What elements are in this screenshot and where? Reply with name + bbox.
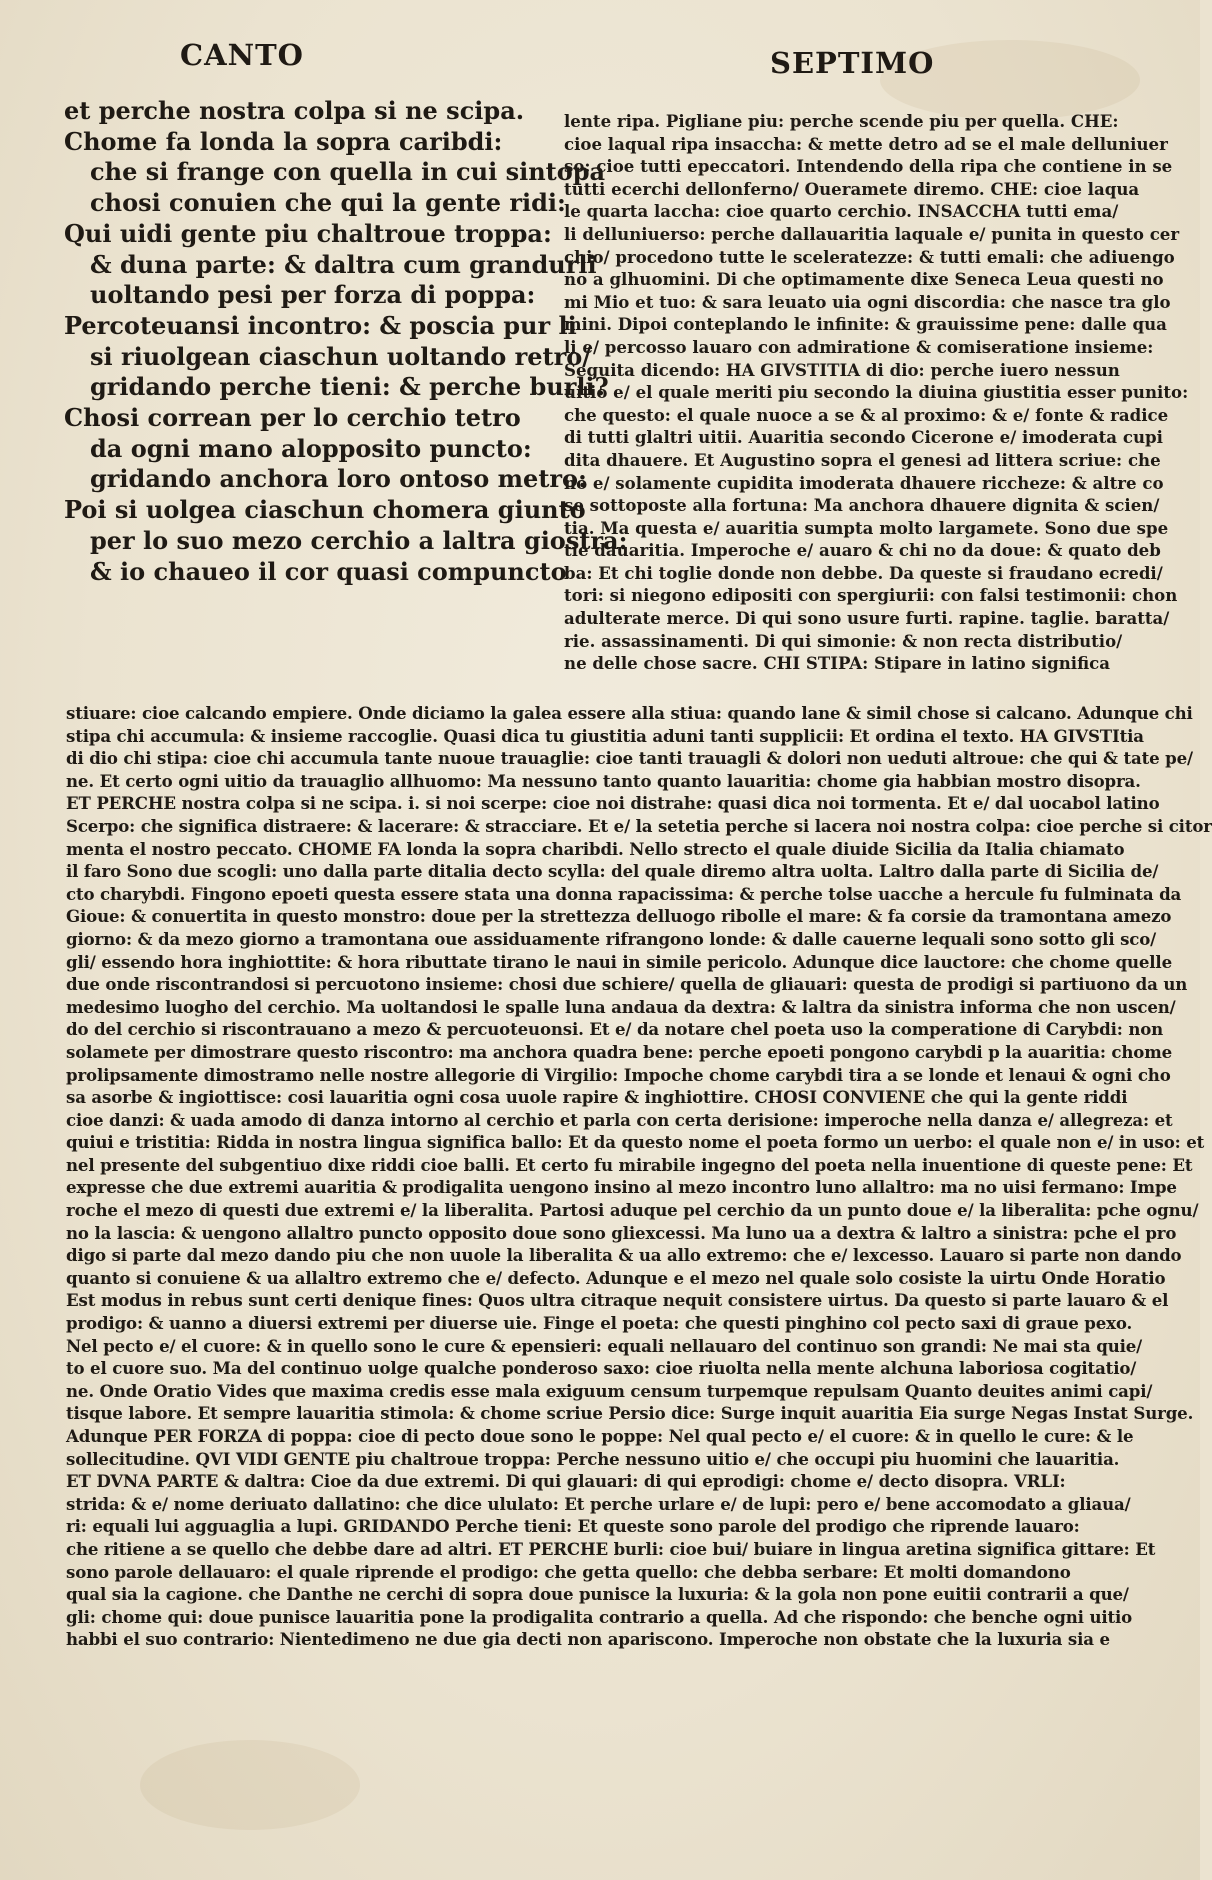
- commentary-line: stipa chi accumula: & insieme raccoglie. Quasi dica tu giustitia aduni tanti supplicii: Et ordina el texto. HA GIVSTItia: [66, 725, 1144, 746]
- commentary-line: ne. Et certo ogni uitio da trauaglio allhuomo: Ma nessuno tanto quanto lauaritia: chome gia habbian mostro disopra.: [66, 770, 1141, 791]
- commentary-line: tia. Ma questa e/ auaritia sumpta molto largamete. Sono due spe: [564, 517, 1169, 538]
- verse-line: Percoteuansi incontro: & poscia pur li: [64, 310, 577, 340]
- commentary-line: no a glhuomini. Di che optimamente dixe Seneca Leua questi no: [564, 269, 1164, 290]
- commentary-line: se sottoposte alla fortuna: Ma anchora dhauere dignita & scien/: [564, 495, 1160, 516]
- commentary-line: to el cuore suo. Ma del continuo uolge qualche ponderoso saxo: cioe riuolta nella mente alchuna laboriosa cogitatio/: [66, 1358, 1137, 1379]
- verse-line: Poi si uolgea ciaschun chomera giunto: [64, 495, 586, 525]
- commentary-line: solamete per dimostrare questo riscontro: ma anchora quadra bene: perche epoeti pongono carybdi p la auaritia: chome: [66, 1041, 1173, 1062]
- verse-line: Qui uidi gente piu chaltroue troppa:: [64, 218, 552, 248]
- commentary-line: tori: si niegono edipositi con spergiurii: con falsi testimonii: chon: [564, 585, 1178, 606]
- commentary-line: gli: chome qui: doue punisce lauaritia pone la prodigalita contrario a quella. Ad che rispondo: che benche ogni uitio: [66, 1606, 1133, 1627]
- running-head-left: CANTO: [180, 38, 304, 72]
- commentary-line: cioe danzi: & uada amodo di danza intorno al cerchio et parla con certa derisione: imperoche nella danza e/ allegreza: et: [66, 1109, 1173, 1130]
- commentary-line: li e/ percosso lauaro con admiratione & comiseratione insieme:: [564, 336, 1154, 357]
- commentary-line: nel presente del subgentiuo dixe riddi cioe balli. Et certo fu mirabile ingegno del poeta nella inuentione di queste pene: Et: [66, 1154, 1193, 1175]
- verse-line: si riuolgean ciaschun uoltando retro/: [90, 341, 592, 371]
- commentary-line: ne delle chose sacre. CHI STIPA: Stipare in latino significa: [564, 653, 1111, 674]
- commentary-line: ET DVNA PARTE & daltra: Cioe da due extremi. Di qui glauari: di qui eprodigi: chome e/ decto disopra. VRLI:: [66, 1471, 1066, 1492]
- commentary-line: tisque labore. Et sempre lauaritia stimola: & chome scriue Persio dice: Surge inquit auaritia Eia surge Negas Instat Surge.: [66, 1403, 1194, 1424]
- verse-line: & io chaueo il cor quasi compuncto: [90, 556, 567, 586]
- commentary-line: quiui e tristitia: Ridda in nostra lingua significa ballo: Et da questo nome el poeta formo un uerbo: el quale non e/ in uso: et: [66, 1132, 1205, 1153]
- page-header: [0, 38, 1200, 88]
- commentary-line: lente ripa. Pigliane piu: perche scende piu per quella. CHE:: [564, 111, 1119, 131]
- verse-block: [64, 96, 628, 587]
- verse-line: gridando anchora loro ontoso metro:: [90, 464, 587, 494]
- commentary-line: ET PERCHE nostra colpa si ne scipa. i. si noi scerpe: cioe noi distrahe: quasi dica noi tormenta. Et e/ dal uocabol latino: [66, 793, 1160, 814]
- commentary-line: Scerpo: che significa distraere: & lacerare: & stracciare. Et e/ la setetia perche si lacera noi nostra colpa: cioe perche si citor: [66, 815, 1212, 836]
- commentary-line: di dio chi stipa: cioe chi accumula tante nuoue trauaglie: cioe tanti trauagli & dolori non ueduti altroue: che qui & tate pe/: [66, 748, 1193, 769]
- commentary-line: che questo: el quale nuoce a se & al proximo: & e/ fonte & radice: [564, 404, 1169, 425]
- commentary-line: cto charybdi. Fingono epoeti questa essere stata una donna rapacissima: & perche tolse uacche a hercule fu fulminata da: [66, 883, 1182, 904]
- commentary-line: menta el nostro peccato. CHOME FA londa la sopra charibdi. Nello strecto el quale diuide Sicilia da Italia chiamato: [66, 838, 1125, 859]
- commentary-line: prolipsamente dimostramo nelle nostre allegorie di Virgilio: Impoche chome carybdi tira a se londe et lenaui & ogni cho: [66, 1064, 1171, 1085]
- commentary-line: strida: & e/ nome deriuato dallatino: che dice ululato: Et perche urlare e/ de lupi: pero e/ bene accomodato a gliaua/: [66, 1493, 1131, 1514]
- running-head-right: SEPTIMO: [770, 46, 935, 80]
- verse-line: gridando perche tieni: & perche burli?: [90, 372, 609, 402]
- commentary-line: mi Mio et tuo: & sara leuato uia ogni discordia: che nasce tra glo: [564, 291, 1171, 312]
- commentary-line: uitio e/ el quale meriti piu secondo la diuina giustitia esser punito:: [564, 382, 1189, 403]
- commentary-line: dita dhauere. Et Augustino sopra el genesi ad littera scriue: che: [564, 449, 1161, 470]
- commentary-line: roche el mezo di questi due extremi e/ la liberalita. Partosi aduque pel cerchio da un punto doue e/ la liberalita: pche ognu/: [66, 1200, 1199, 1221]
- commentary-line: gli/ essendo hora inghiottite: & hora ributtate tirano le naui in simile pericolo. Adunque dice lauctore: che chome quelle: [66, 951, 1172, 972]
- commentary-line: di tutti glaltri uitii. Auaritia secondo Cicerone e/ imoderata cupi: [564, 427, 1163, 448]
- verse-line: et perche nostra colpa si ne scipa.: [64, 96, 525, 125]
- commentary-line: il faro Sono due scogli: uno dalla parte ditalia decto scylla: del quale diremo altra uolta. Laltro dalla parte di Sicilia de/: [66, 861, 1159, 882]
- commentary-line: Gioue: & conuertita in questo monstro: doue per la strettezza delluogo ribolle el mare: & fa corsie da tramontana amezo: [66, 906, 1172, 927]
- commentary-line: giorno: & da mezo giorno a tramontana oue assiduamente rifrangono londe: & dalle cauerne lequali sono sotto gli sco/: [66, 928, 1157, 949]
- verse-line: uoltando pesi per forza di poppa:: [90, 280, 536, 310]
- commentary-line: do del cerchio si riscontrauano a mezo & percuoteuonsi. Et e/ da notare chel poeta uso la comperatione di Carybdi: non: [66, 1019, 1164, 1040]
- commentary-line: habbi el suo contrario: Nientedimeno ne due gia decti non aparisсono. Imperoche non obstate che la luxuria sia e: [66, 1629, 1110, 1650]
- commentary-line: ba: Et chi toglie donde non debbe. Da queste si fraudano ecredi/: [564, 562, 1163, 583]
- commentary-line: sollecitudine. QVI VIDI GENTE piu chaltroue troppa: Perche nessuno uitio e/ che occupi piu huomini che lauaritia.: [66, 1448, 1120, 1469]
- verse-line: Chosi correan per lo cerchio tetro: [64, 403, 521, 433]
- commentary-line: li delluniuerso: perche dallauaritia laquale e/ punita in questo cer: [564, 223, 1180, 244]
- commentary-line: quanto si conuiene & ua allaltro extremo che e/ defecto. Adunque e el mezo nel quale solo cosiste la uirtu Onde Horatio: [66, 1267, 1166, 1288]
- paper-stain: [140, 1740, 360, 1830]
- verse-line: per lo suo mezo cerchio a laltra giostra:: [90, 525, 628, 555]
- commentary-right-column: [564, 110, 1189, 675]
- commentary-line: adulterate merce. Di qui sono usure furti. rapine. taglie. baratta/: [564, 608, 1170, 629]
- commentary-line: medesimo luogho del cerchio. Ma uoltandosi le spalle luna andaua da dextra: & laltra da sinistra informa che non uscen/: [66, 996, 1176, 1017]
- commentary-line: no la lascia: & uengono allaltro puncto opposito doue sono gliexcessi. Ma luno ua a dextra & laltro a sinistra: pche el pro: [66, 1222, 1177, 1243]
- commentary-line: Est modus in rebus sunt certi denique fines: Quos ultra citraque nequit consistere uirtus. Da questo si parte lauaro & el: [66, 1290, 1169, 1311]
- commentary-line: che ritiene a se quello che debbe dare ad altri. ET PERCHE burli: cioe bui/ buiare in lingua aretina significa gittare: Et: [66, 1538, 1156, 1559]
- verse-line: che si frange con quella in cui sintopa: [90, 157, 606, 187]
- commentary-line: Seguita dicendo: HA GIVSTITIA di dio: perche iuero nessun: [564, 359, 1120, 380]
- commentary-line: qual sia la cagione. che Danthe ne cerchi di sopra doue punisce la luxuria: & la gola non pone euitii contrarii a que/: [66, 1584, 1129, 1605]
- commentary-line: sono parole dellauaro: el quale riprende el prodigo: che getta quello: che debba serbare: Et molti domandono: [66, 1561, 1071, 1582]
- verse-line: da ogni mano alopposito puncto:: [90, 433, 532, 463]
- commentary-line: rie. assassinamenti. Di qui simonie: & non recta distributio/: [564, 630, 1123, 651]
- commentary-line: sa asorbe & ingiottisce: cosi lauaritia ogni cosa uuole rapire & inghiottire. CHOSI CONVIENE che qui la gente riddi: [66, 1087, 1128, 1108]
- commentary-full-width: [66, 702, 1212, 1651]
- commentary-line: prodigo: & uanno a diuersi extremi per diuerse uie. Finge el poeta: che questi pinghino col pecto saxi di graue pexo.: [66, 1313, 1133, 1334]
- verse-line: & duna parte: & daltra cum grandurli: [90, 249, 597, 279]
- verse-line: chosi conuien che qui la gente ridi:: [90, 188, 566, 218]
- commentary-line: ri: equali lui agguaglia a lupi. GRIDANDO Perche tieni: Et queste sono parole del prodigo che riprende lauaro:: [66, 1516, 1080, 1537]
- commentary-line: Nel pecto e/ el cuore: & in quello sono le cure & epensieri: equali nellauaro del continuo son grandi: Ne mai sta quie/: [66, 1335, 1143, 1356]
- commentary-line: mini. Dipoi conteplando le infinite: & grauissime pene: dalle qua: [564, 314, 1167, 335]
- commentary-line: Adunque PER FORZA di poppa: cioe di pecto doue sono le poppe: Nel qual pecto e/ el cuore: & in quello le cure: & le: [66, 1426, 1134, 1446]
- commentary-line: tie dauaritia. Imperoche e/ auaro & chi no da doue: & quato deb: [564, 540, 1161, 561]
- commentary-line: so: cioe tutti epeccatori. Intendendo della ripa che contiene in se: [564, 156, 1173, 177]
- commentary-line: due onde riscontrandosi si percuotono insieme: chosi due schiere/ quella de gliauari: questa de prodigi si partiuono da un: [66, 974, 1188, 995]
- commentary-line: ne. Onde Oratio Vides que maxima credis esse mala exiguum censum turpemque repulsam Quanto deuites animi capi/: [66, 1380, 1153, 1401]
- commentary-line: tutti ecerchi dellonferno/ Oueramete diremo. CHE: cioe laqua: [564, 178, 1140, 199]
- verse-line: Chome fa londa la sopra caribdi:: [64, 126, 503, 156]
- commentary-line: digo si parte dal mezo dando piu che non uuole la liberalita & ua allo extremo: che e/ lexcesso. Lauaro si parte non dando: [66, 1245, 1182, 1266]
- commentary-line: cioe laqual ripa insaccha: & mette detro ad se el male delluniuer: [564, 133, 1168, 154]
- commentary-line: stiuare: cioe calcando empiere. Onde diciamo la galea essere alla stiua: quando lane & simil chose si calcano. Adunque chi: [66, 703, 1193, 723]
- commentary-line: expresse che due extremi auaritia & prodigalita uengono insino al mezo incontro luno allaltro: ma no uisi fermano: Impe: [66, 1177, 1177, 1198]
- commentary-line: le quarta laccha: cioe quarto cerchio. INSACCHA tutti ema/: [564, 201, 1119, 222]
- commentary-line: no e/ solamente cupidita imoderata dhauere riccheze: & altre co: [564, 472, 1164, 493]
- commentary-line: chio/ procedono tutte le sceleratezze: & tutti emali: che adiuengo: [564, 246, 1175, 267]
